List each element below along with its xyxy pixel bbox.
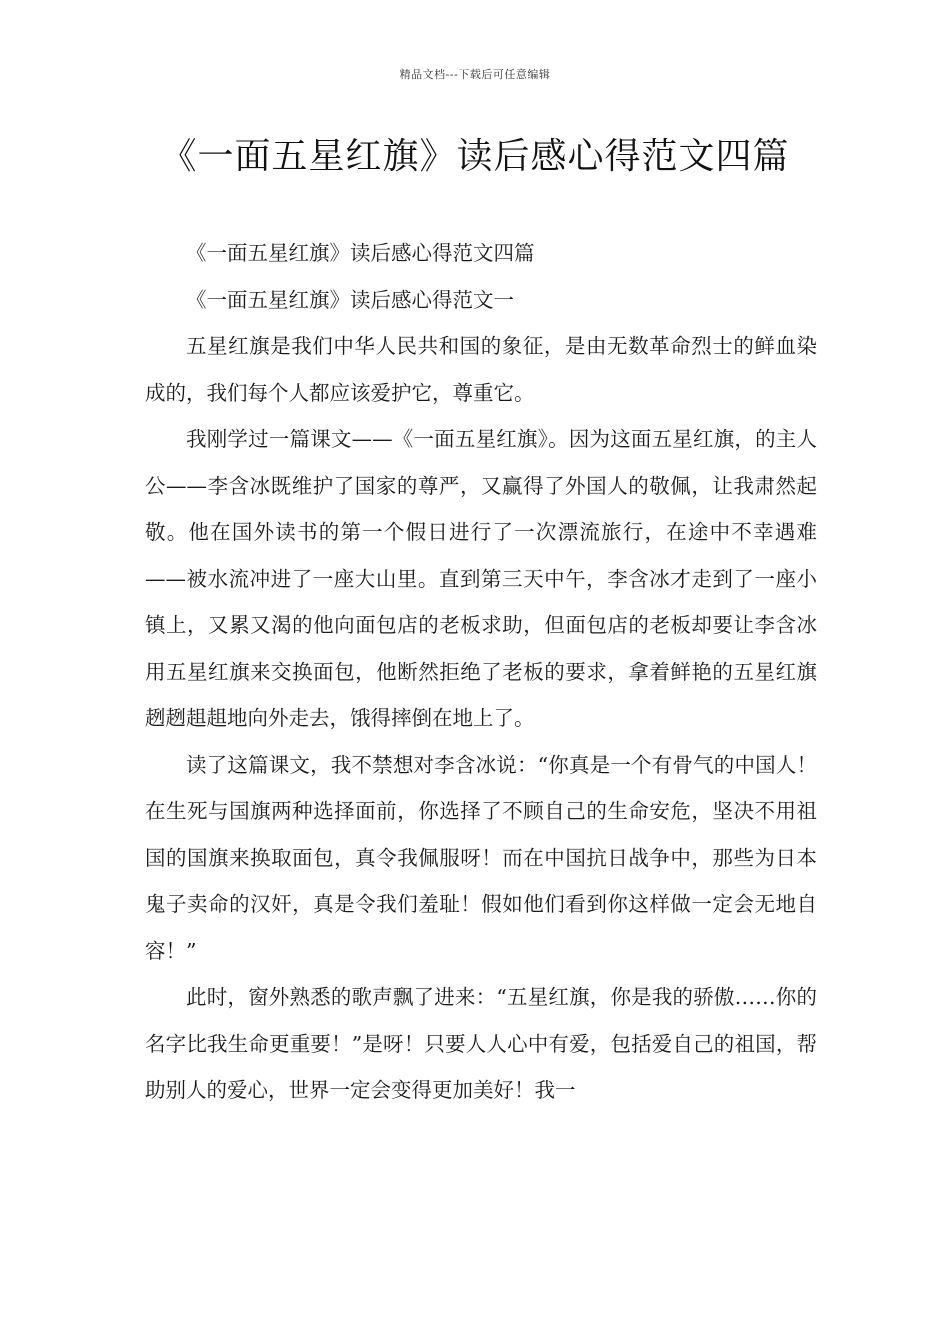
paragraph-section-heading: 《一面五星红旗》读后感心得范文一 <box>186 287 514 312</box>
document-body <box>145 230 817 1114</box>
paragraph-subtitle: 《一面五星红旗》读后感心得范文四篇 <box>186 241 535 265</box>
document-title: 《一面五星红旗》读后感心得范文四篇 <box>160 136 790 177</box>
paragraph: 读了这篇课文，我不禁想对李含冰说：“你真是一个有骨气的中国人！在生死与国旗两种选择面前，你选择了不顾自己的生命安危，坚决不用祖国的国旗来换取面包，真令我佩服呀！而在中国抗日战争中，那些为日本鬼子卖命的汉奸，真是令我们羞耻！假如他们看到你这样做一定会无地自容！” <box>145 752 817 963</box>
paragraph: 五星红旗是我们中华人民共和国的象征，是由无数革命烈士的鲜血染成的，我们每个人都应该爱护它，尊重它。 <box>145 334 817 405</box>
header-note: 精品文档---下载后可任意编辑 <box>399 68 551 81</box>
paragraph: 我刚学过一篇课文——《一面五星红旗》。因为这面五星红旗，的主人公——李含冰既维护了国家的尊严，又赢得了外国人的敬佩，让我肃然起敬。他在国外读书的第一个假日进行了一次漂流旅行，在途中不幸遇难——被水流冲进了一座大山里。直到第三天中午，李含冰才走到了一座小镇上，又累又渴的他向面包店的老板求助，但面包店的老板却要让李含冰用五星红旗来交换面包，他断然拒绝了老板的要求，拿着鲜艳的五星红旗趔趔趄趄地向外走去，饿得摔倒在地上了。 <box>145 427 817 730</box>
paragraph: 此时，窗外熟悉的歌声飘了进来：“五星红旗，你是我的骄傲……你的名字比我生命更重要！”是呀！只要人人心中有爱，包括爱自己的祖国，帮助别人的爱心，世界一定会变得更加美好！我一 <box>145 985 817 1102</box>
